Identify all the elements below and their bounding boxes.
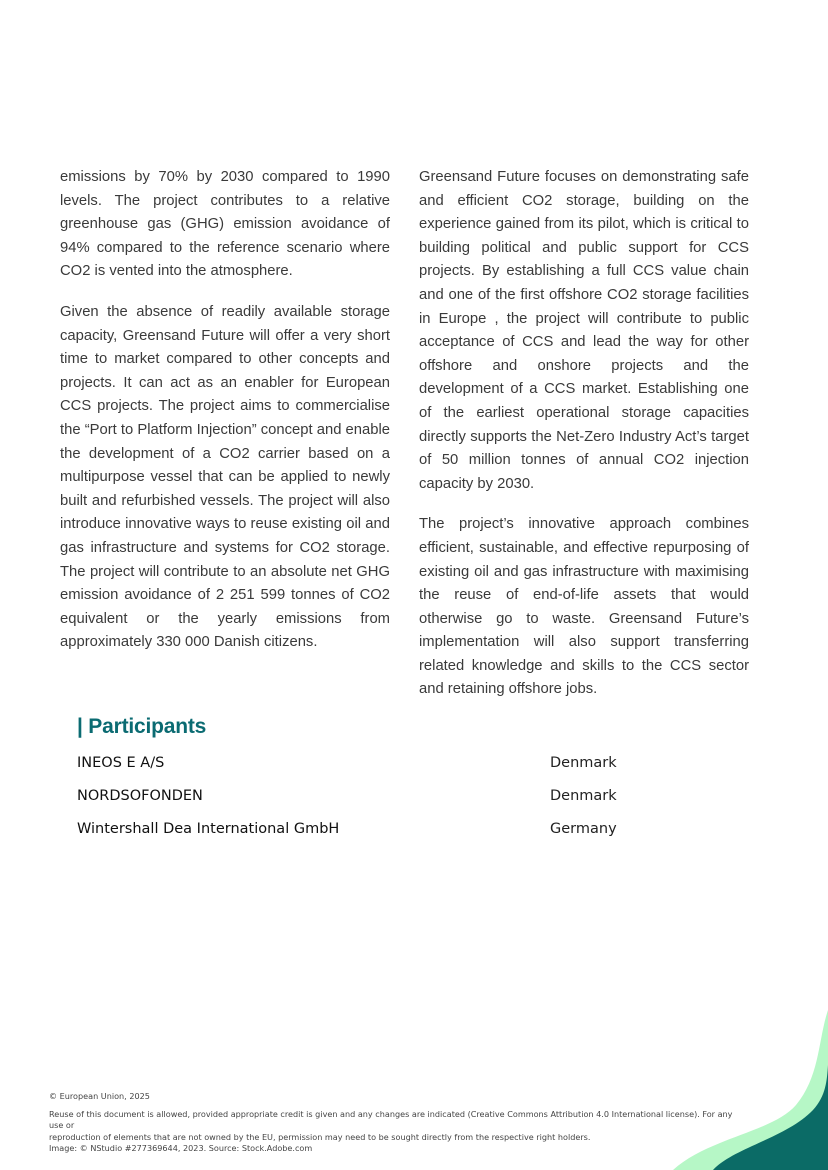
participant-country: Germany <box>550 821 617 837</box>
reuse-notice-line: reproduction of elements that are not owned by the EU, permission may need to be sought directly from the respective right holders. <box>49 1131 591 1142</box>
paragraph: emissions by 70% by 2030 compared to 1990 levels. The project contributes to a relative greenhouse gas (GHG) emission avoidance of 94% compared to the reference scenario where CO2 is vented into the atmosphere. <box>60 169 390 280</box>
paragraph: The project’s innovative approach combines efficient, sustainable, and effective repurposing of existing oil and gas infrastructure with maximising the reuse of end-of-life assets that would otherwise go to waste. Greensand Future’s implementation will also support transferring related knowledge and skills to the CCS sector and retaining offshore jobs. <box>419 516 749 698</box>
footer-notice <box>49 1091 749 1155</box>
participant-row <box>77 755 637 788</box>
reuse-notice-line: Reuse of this document is allowed, provided appropriate credit is given and any changes are indicated (Creative Commons Attribution 4.0 International license). For any use or <box>49 1108 733 1131</box>
corner-decoration <box>668 1010 828 1170</box>
participant-country: Denmark <box>550 788 617 804</box>
copyright-text: © European Union, 2025 <box>49 1091 150 1101</box>
participants-heading: | Participants <box>77 715 207 738</box>
participant-name: INEOS E A/S <box>77 755 165 771</box>
participant-row <box>77 821 637 854</box>
image-credit: Image: © NStudio #277369644, 2023. Source: Stock.Adobe.com <box>49 1143 313 1154</box>
participants-list <box>77 755 637 854</box>
left-text-column <box>60 166 390 672</box>
right-text-column <box>419 166 749 719</box>
paragraph: Greensand Future focuses on demonstrating safe and efficient CO2 storage, building on the experience gained from its pilot, which is critical to building political and public support for CCS projects. By establishing a full CCS value chain and one of the first offshore CO2 storage facilities in Europe , the project will contribute to public acceptance of CCS and lead the way for other offshore and onshore projects and the development of a CCS market. Establishing one of the earliest operational storage capacities directly supports the Net-Zero Industry Act’s target of 50 million tonnes of annual CO2 injection capacity by 2030. <box>419 169 749 492</box>
participant-row <box>77 788 637 821</box>
paragraph: Given the absence of readily available storage capacity, Greensand Future will offer a very short time to market compared to other concepts and projects. It can act as an enabler for European CCS projects. The project aims to commercialise the “Port to Platform Injection” concept and enable the development of a CO2 carrier based on a multipurpose vessel that can be applied to newly built and refurbished vessels. The project will also introduce innovative ways to reuse existing oil and gas infrastructure and systems for CO2 storage. The project will contribute to an absolute net GHG emission avoidance of 2 251 599 tonnes of CO2 equivalent or the yearly emissions from approximately 330 000 Danish citizens. <box>60 303 390 651</box>
participant-country: Denmark <box>550 755 617 771</box>
participant-name: Wintershall Dea International GmbH <box>77 821 340 837</box>
participant-name: NORDSOFONDEN <box>77 788 203 804</box>
